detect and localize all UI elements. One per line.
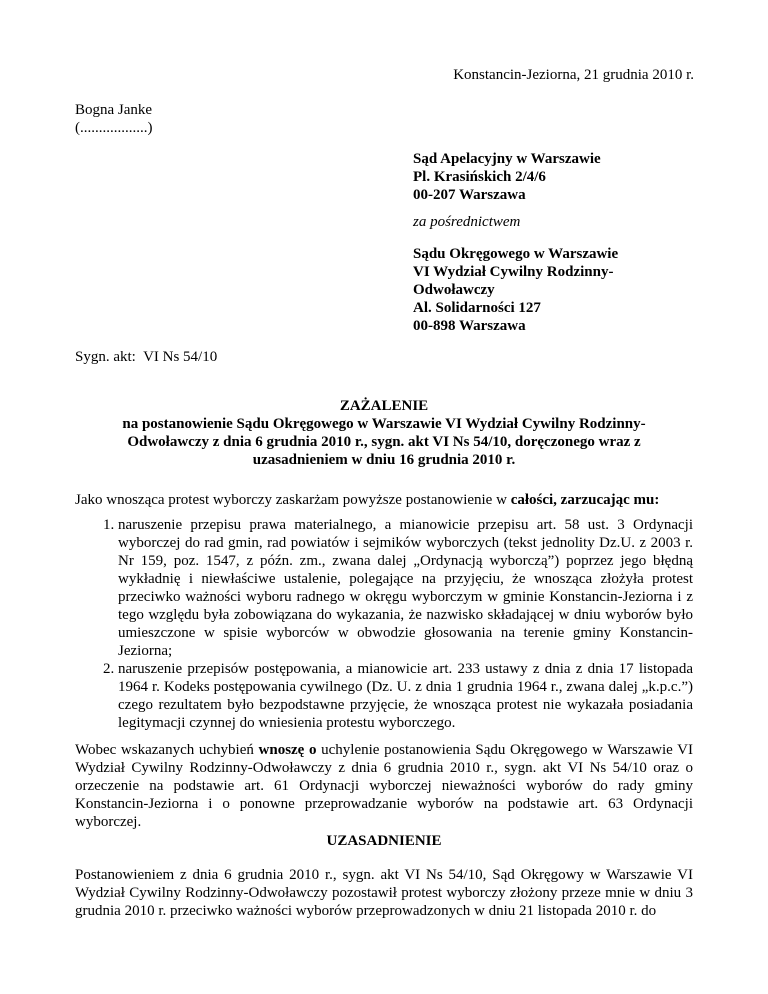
title-line: uzasadnieniem w dniu 16 grudnia 2010 r. bbox=[252, 452, 516, 468]
justification-heading: UZASADNIENIE bbox=[326, 833, 442, 849]
charges-list bbox=[75, 516, 693, 732]
title-line: na postanowienie Sądu Okręgowego w Warszawie VI Wydział Cywilny Rodzinny- bbox=[122, 416, 646, 432]
intermediary-block bbox=[413, 245, 618, 335]
intro-bold: całości, zarzucając mu: bbox=[510, 492, 660, 508]
via-note: za pośrednictwem bbox=[413, 214, 521, 230]
case-reference: Sygn. akt: VI Ns 54/10 bbox=[75, 349, 218, 365]
request-post: uchylenie postanowienia Sądu Okręgowego w Warszawie VI Wydział Cywilny Rodzinny-Odwoławczy z dnia 6 grudnia 2010 r., sygn. akt VI Ns 54/10 oraz o orzeczenie na podstawie art. 61 Ordynacji wyborczej nieważności wyborów do rady gminy Konstancin-Jeziorna i o ponowne przeprowadzanie wyborów na podstawie art. 63 Ordynacji wyborczej. bbox=[75, 742, 694, 830]
request-pre: Wobec wskazanych uchybień bbox=[75, 742, 259, 758]
sender-block bbox=[75, 101, 153, 137]
charge-item: 1. naruszenie przepisu prawa materialnego, a mianowicie przepisu art. 58 ust. 3 Ordynacji wyborczej do rad gmin, rad powiatów i sejmików wyborczych (tekst jednolity Dz.U. z 2003 r. Nr 159, poz. 1547, z późn. zm., zwana dalej „Ordynacją wyborczą”) poprzez jego błędną wykładnię i niewłaściwe ustalenie, polegające na przyjęciu, że wnosząca złożyła protest przeciwko ważności wyboru radnego w okręgu wyborczym w gminie Konstancin-Jeziorna i z tego względu była zobowiązana do wykazania, że nazwisko składającej w dniu wyborów było umieszczone w spisie wyborców w obwodzie głosowania na terenie gminy Konstancin-Jeziorna; bbox=[118, 516, 693, 660]
justification-paragraph: Postanowieniem z dnia 6 grudnia 2010 r., sygn. akt VI Ns 54/10, Sąd Okręgowy w Warszawie VI Wydział Cywilny Rodzinny-Odwoławczy pozostawił protest wyborczy złożony przeze mnie w dniu 3 grudnia 2010 r. przeciwko ważności wyborów przeprowadzonych w dniu 21 listopada 2010 r. do bbox=[75, 867, 693, 919]
addressee-block bbox=[413, 150, 601, 204]
title-main: ZAŻALENIE bbox=[339, 398, 429, 414]
addressee-line: Pl. Krasińskich 2/4/6 bbox=[413, 169, 546, 185]
intro-text: Jako wnosząca protest wyborczy zaskarżam powyższe postanowienie w bbox=[75, 492, 511, 508]
sender-name: Bogna Janke bbox=[75, 102, 153, 118]
request-bold: wnoszę o bbox=[258, 742, 317, 758]
intermediary-line: Al. Solidarności 127 bbox=[413, 300, 541, 316]
charge-item: 2. naruszenie przepisów postępowania, a mianowicie art. 233 ustawy z dnia z dnia 17 listopada 1964 r. Kodeks postępowania cywilnego (Dz. U. z dnia 1 grudnia 1964 r., zwana dalej „k.p.c.”) czego rezultatem było bezpodstawne przyjęcie, że wnosząca protest nie wykazała posiadania legitymacji czynnej do wniesienia protestu wyborczego. bbox=[118, 660, 693, 732]
place-date: Konstancin-Jeziorna, 21 grudnia 2010 r. bbox=[453, 67, 694, 83]
addressee-line: 00-207 Warszawa bbox=[413, 187, 526, 203]
request-paragraph bbox=[75, 741, 693, 831]
intermediary-line: Sądu Okręgowego w Warszawie bbox=[413, 246, 619, 262]
intro-paragraph bbox=[75, 491, 693, 509]
document-title bbox=[75, 397, 693, 469]
sender-signature-placeholder: (..................) bbox=[75, 120, 153, 136]
intermediary-line: Odwoławczy bbox=[413, 282, 495, 298]
addressee-line: Sąd Apelacyjny w Warszawie bbox=[413, 151, 601, 167]
title-line: Odwoławczy z dnia 6 grudnia 2010 r., sygn. akt VI Ns 54/10, doręczonego wraz z bbox=[127, 434, 641, 450]
intermediary-line: 00-898 Warszawa bbox=[413, 318, 526, 334]
intermediary-line: VI Wydział Cywilny Rodzinny- bbox=[413, 264, 614, 280]
